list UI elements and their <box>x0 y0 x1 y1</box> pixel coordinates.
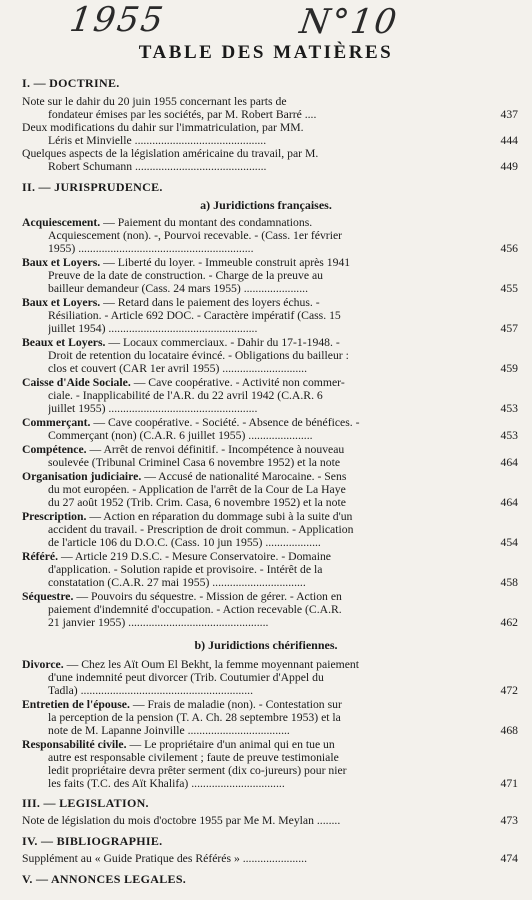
entry-line <box>22 336 518 349</box>
entry-lead: Responsabilité civile. <box>22 738 127 751</box>
page-number: 454 <box>500 536 518 549</box>
entry-line: soulevée (Tribunal Criminel Casa 6 novembre 1952) et la note <box>48 456 341 469</box>
doctrine-line: fondateur émises par les sociétés, par M. Robert Barré .... <box>48 108 317 121</box>
entry-line: d'une indemnité peut divorcer (Trib. Coutumier d'Appel du <box>48 671 324 684</box>
entry-line: les faits (T.C. des Aït Khalifa) ................................ <box>48 777 285 790</box>
entry-line <box>22 443 518 456</box>
entry-lead: Entretien de l'épouse. <box>22 698 130 711</box>
entry-line: 1955) ............................................................ <box>48 242 254 255</box>
entry-lead: Organisation judiciaire. <box>22 470 142 483</box>
page-number: 456 <box>500 242 518 255</box>
entry-lead: Séquestre. <box>22 590 74 603</box>
entry-lead: Baux et Loyers. <box>22 256 101 269</box>
page-number: 468 <box>500 724 518 737</box>
doctrine-line: Deux modifications du dahir sur l'immatriculation, par MM. <box>22 121 304 134</box>
page-number: 474 <box>500 852 518 865</box>
handwritten-year: 1955 <box>67 0 168 40</box>
page-number: 453 <box>500 429 518 442</box>
page-number: 437 <box>500 108 518 121</box>
entry-line <box>22 416 518 429</box>
entry-lead: Beaux et Loyers. <box>22 336 106 349</box>
entry-lead: Divorce. <box>22 658 64 671</box>
page-number: 471 <box>500 777 518 790</box>
entry-line: Commerçant (non) (C.A.R. 6 juillet 1955) ...................... <box>48 429 313 442</box>
page-number: 457 <box>500 322 518 335</box>
section-legislation-heading: III. — LEGISLATION. <box>22 796 149 810</box>
entry-line: Preuve de la date de construction. - Charge de la preuve au <box>48 269 323 282</box>
page-number: 449 <box>500 160 518 173</box>
entry-line: accident du travail. - Prescription de droit commun. - Application <box>48 523 354 536</box>
entry-line: la perception de la pension (T. A. Ch. 28 septembre 1953) et la <box>48 711 341 724</box>
legislation-line: Note de législation du mois d'octobre 1955 par Me M. Meylan ........ <box>22 814 341 827</box>
entry-text: — Liberté du loyer. - Immeuble construit après 1941 <box>100 256 351 269</box>
entry-text: — Cave coopérative. - Société. - Absence de bénéfices. - <box>90 416 360 429</box>
page-number: 464 <box>500 456 518 469</box>
page-number: 458 <box>500 576 518 589</box>
entry-line <box>22 510 518 523</box>
entry-line: bailleur demandeur (Cass. 24 mars 1955) ...................... <box>48 282 308 295</box>
entry-line: paiement d'indemnité d'occupation. - Action recevable (C.A.R. <box>48 603 342 616</box>
doctrine-line: Note sur le dahir du 20 juin 1955 concernant les parts de <box>22 95 287 108</box>
entry-line <box>22 256 518 269</box>
section-bibliographie-heading: IV. — BIBLIOGRAPHIE. <box>22 834 163 848</box>
entry-line: autre est responsable civilement ; faute de preuve testimoniale <box>48 751 339 764</box>
entry-lead: Prescription. <box>22 510 87 523</box>
section-doctrine-heading: I. — DOCTRINE. <box>22 76 120 90</box>
entry-line: du mot européen. - Application de l'arrêt de la Cour de La Haye <box>48 483 346 496</box>
doctrine-line: Léris et Minvielle ............................................. <box>48 134 267 147</box>
entry-text: — Action en réparation du dommage subi à la suite d'un <box>86 510 353 523</box>
page-number: 472 <box>500 684 518 697</box>
entry-line: clos et couvert (CAR 1er avril 1955) ............................. <box>48 362 308 375</box>
entry-lead: Commerçant. <box>22 416 91 429</box>
page-number: 462 <box>500 616 518 629</box>
entry-text: — Locaux commerciaux. - Dahir du 17-1-1948. - <box>105 336 340 349</box>
entry-line: Acquiescement (non). -, Pourvoi recevable. - (Cass. 1er février <box>48 229 343 242</box>
entry-line <box>22 470 518 483</box>
entry-line <box>22 658 518 671</box>
entry-line: 21 janvier 1955) ................................................ <box>48 616 269 629</box>
subsection-heading: b) Juridictions chérifiennes. <box>194 638 338 652</box>
entry-line: Droit de retention du locataire évincé. - Obligations du bailleur : <box>48 349 349 362</box>
entry-text: — Pouvoirs du séquestre. - Mission de gérer. - Action en <box>73 590 342 603</box>
entry-lead: Caisse d'Aide Sociale. <box>22 376 131 389</box>
entry-line <box>22 296 518 309</box>
page-number: 464 <box>500 496 518 509</box>
entry-line <box>22 376 518 389</box>
entry-line: juillet 1955) ................................................... <box>48 402 258 415</box>
entry-text: — Article 219 D.S.C. - Mesure Conservatoire. - Domaine <box>58 550 331 563</box>
entry-line: Résiliation. - Article 692 DOC. - Caractère impératif (Cass. 15 <box>48 309 341 322</box>
entry-line: Tadla) ........................................................... <box>48 684 253 697</box>
entry-lead: Acquiescement. <box>22 216 101 229</box>
entry-text: — Accusé de nationalité Marocaine. - Sens <box>141 470 347 483</box>
entry-line <box>22 550 518 563</box>
entry-text: — Arrêt de renvoi définitif. - Incompétence à nouveau <box>86 443 345 456</box>
entry-text: — Paiement du montant des condamnations. <box>100 216 313 229</box>
entry-line: juillet 1954) ................................................... <box>48 322 258 335</box>
page-number: 455 <box>500 282 518 295</box>
handwritten-number: N°10 <box>297 2 401 42</box>
entry-text: — Retard dans le paiement des loyers échus. - <box>100 296 320 309</box>
entry-text: — Cave coopérative. - Activité non commer- <box>130 376 345 389</box>
entry-line: constatation (C.A.R. 27 mai 1955) ................................ <box>48 576 306 589</box>
bibliographie-line: Supplément au « Guide Pratique des Référés » ...................... <box>22 852 307 865</box>
entry-lead: Référé. <box>22 550 59 563</box>
entry-lead: Baux et Loyers. <box>22 296 101 309</box>
page-number: 473 <box>500 814 518 827</box>
entry-line <box>22 738 518 751</box>
entry-line: de l'article 106 du D.O.C. (Cass. 10 jun 1955) ................... <box>48 536 321 549</box>
entry-line: du 27 août 1952 (Trib. Crim. Casa, 6 novembre 1952) et la note <box>48 496 346 509</box>
entry-line: note de M. Lapanne Joinville ................................... <box>48 724 290 737</box>
entry-lead: Compétence. <box>22 443 87 456</box>
page-title: TABLE DES MATIÈRES <box>138 42 394 63</box>
entry-text: — Chez les Aït Oum El Bekht, la femme moyennant paiement <box>63 658 360 671</box>
doctrine-line: Robert Schumann ............................................. <box>48 160 267 173</box>
entry-line <box>22 698 518 711</box>
section-annonces-heading: V. — ANNONCES LEGALES. <box>22 872 187 886</box>
entry-line <box>22 590 518 603</box>
entry-line <box>22 216 518 229</box>
entry-line: d'application. - Solution rapide et provisoire. - Intérêt de la <box>48 563 323 576</box>
entry-text: — Le propriétaire d'un animal qui en tue un <box>126 738 335 751</box>
page-number: 459 <box>500 362 518 375</box>
entry-line: ciale. - Inapplicabilité de l'A.R. du 22 avril 1942 (C.A.R. 6 <box>48 389 323 402</box>
page-number: 453 <box>500 402 518 415</box>
doctrine-line: Quelques aspects de la législation américaine du travail, par M. <box>22 147 319 160</box>
entry-line: ledit propriétaire devra prêter serment (dix co-jureurs) pour nier <box>48 764 347 777</box>
section-jurisprudence-heading: II. — JURISPRUDENCE. <box>22 180 163 194</box>
page-number: 444 <box>500 134 518 147</box>
subsection-heading: a) Juridictions françaises. <box>200 198 332 212</box>
entry-text: — Frais de maladie (non). - Contestation sur <box>129 698 342 711</box>
